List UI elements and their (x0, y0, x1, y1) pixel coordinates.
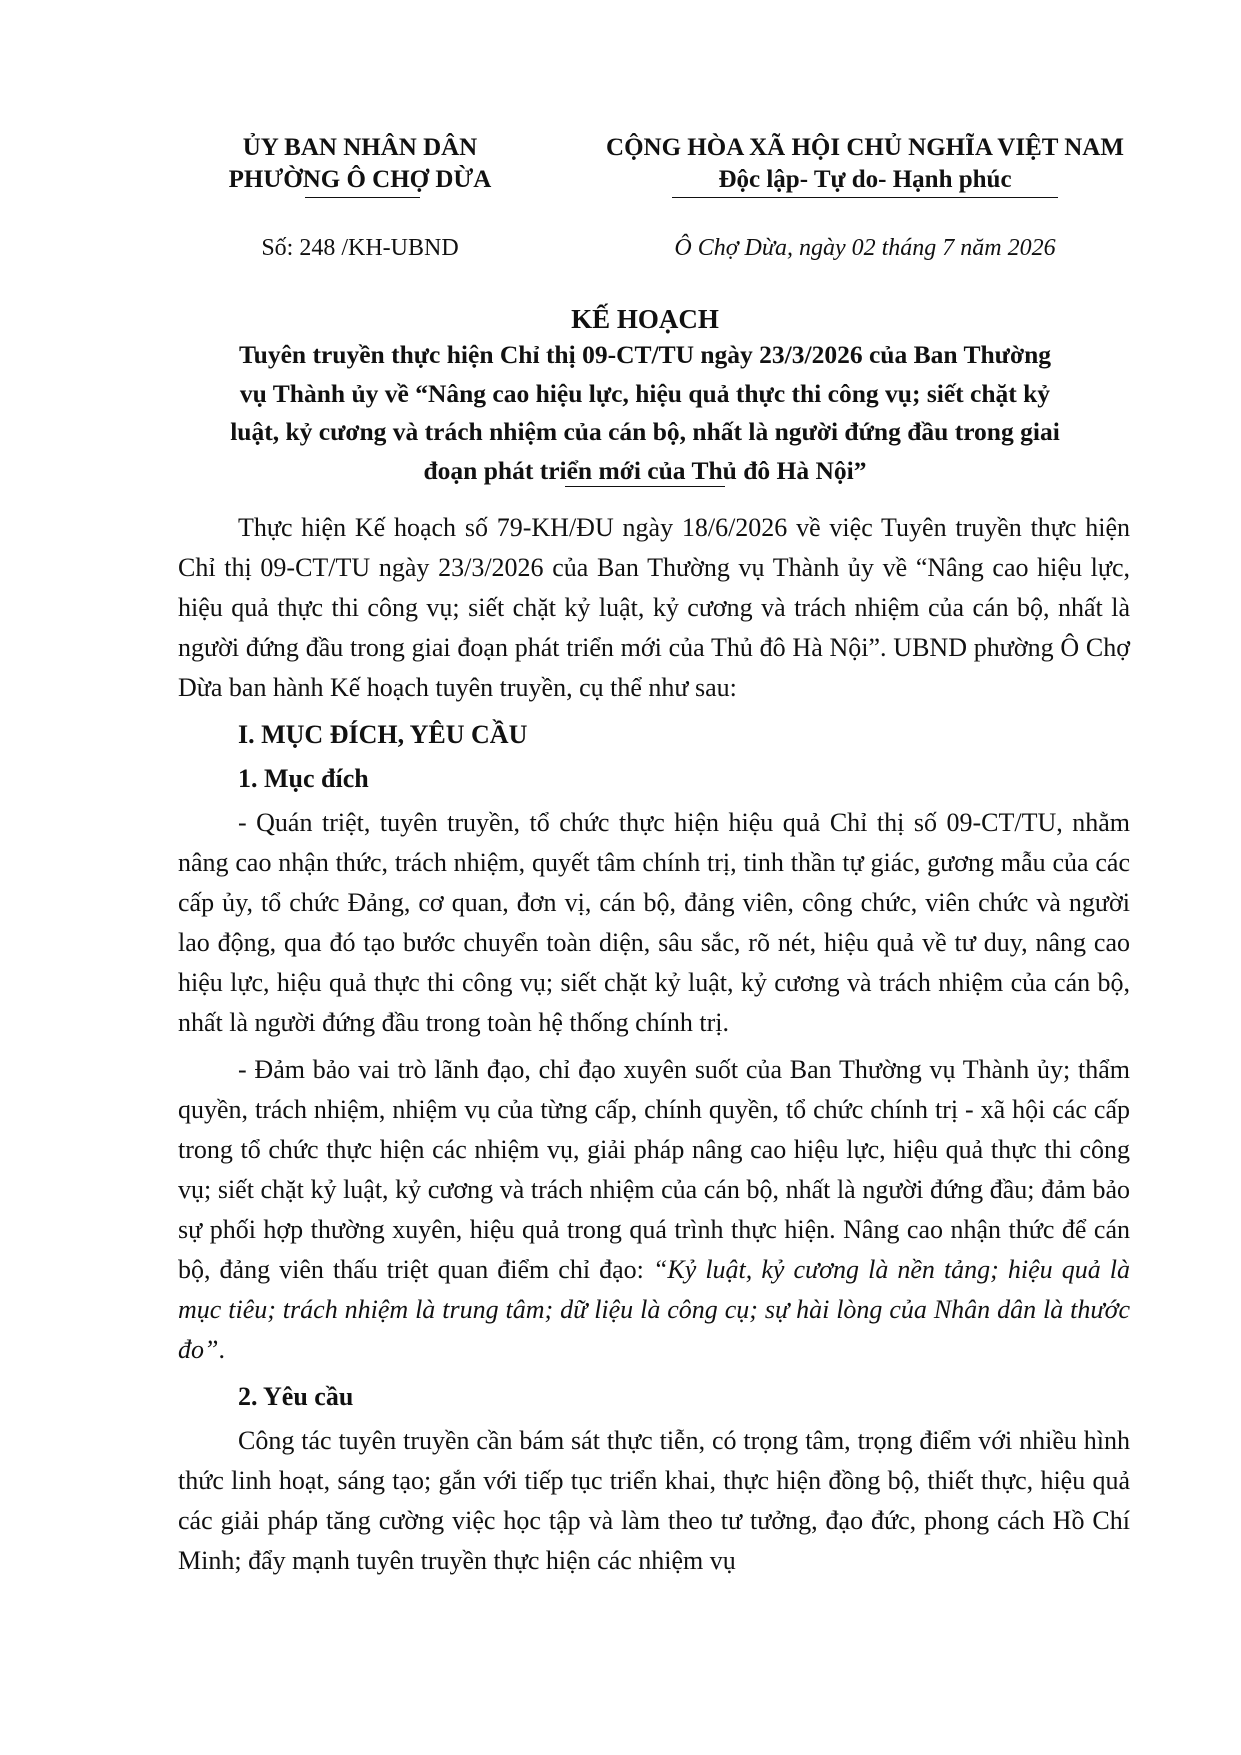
subsection-heading-purpose: 1. Mục đích (238, 764, 369, 793)
document-title: KẾ HOẠCH (571, 304, 719, 334)
place-date: Ô Chợ Dừa, ngày 02 tháng 7 năm 2026 (674, 235, 1056, 261)
subsection-heading-requirements: 2. Yêu cầu (238, 1382, 354, 1411)
purpose-paragraph-2-text: - Đảm bảo vai trò lãnh đạo, chỉ đạo xuyên suốt của Ban Thường vụ Thành ủy; thẩm quyền, trách nhiệm, nhiệm vụ của từng cấp, chính quyền, tổ chức chính trị - xã hội các cấp trong tổ chức thực hiện các nhiệm vụ, giải pháp nâng cao hiệu lực, hiệu quả thực thi công vụ; siết chặt kỷ luật, kỷ cương và trách nhiệm của cán bộ, nhất là người đứng đầu; đảm bảo sự phối hợp thường xuyên, hiệu quả trong quá trình thực hiện. Nâng cao nhận thức để cán bộ, đảng viên thấu triệt quan điểm chỉ đạo: (178, 1055, 1130, 1284)
purpose-paragraph-2 (178, 1050, 1130, 1370)
purpose-paragraph-2-end: . (218, 1335, 225, 1364)
purpose-paragraph-1: - Quán triệt, tuyên truyền, tổ chức thực hiện hiệu quả Chỉ thị số 09-CT/TU, nhằm nâng cao nhận thức, trách nhiệm, quyết tâm chính trị, tinh thần tự giác, gương mẫu của các cấp ủy, tổ chức Đảng, cơ quan, đơn vị, cán bộ, đảng viên, công chức, viên chức và người lao động, qua đó tạo bước chuyển toàn diện, sâu sắc, rõ nét, hiệu quả về tư duy, nâng cao hiệu lực, hiệu quả thực thi công vụ; siết chặt kỷ luật, kỷ cương và trách nhiệm của cán bộ, nhất là người đứng đầu trong toàn hệ thống chính trị. (178, 808, 1130, 1037)
issuing-authority (195, 132, 525, 196)
national-motto (575, 132, 1155, 196)
motto-underline (672, 197, 1058, 198)
guiding-quote: “Kỷ luật, kỷ cương là nền tảng; hiệu quả là mục tiêu; trách nhiệm là trung tâm; dữ liệu là công cụ; sự hài lòng của Nhân dân là thước đo” (178, 1255, 1130, 1364)
document-subtitle (170, 336, 1120, 490)
title-divider (565, 486, 725, 487)
nation-name: CỘNG HÒA XÃ HỘI CHỦ NGHĨA VIỆT NAM (606, 134, 1124, 161)
authority-line-1: ỦY BAN NHÂN DÂN (242, 134, 478, 161)
subtitle-line-4: đoạn phát triển mới của Thủ đô Hà Nội” (423, 455, 867, 485)
document-body (178, 508, 1130, 1588)
section-heading-1: I. MỤC ĐÍCH, YÊU CẦU (238, 720, 528, 749)
document-number: Số: 248 /KH-UBND (261, 235, 459, 261)
requirements-paragraph: Công tác tuyên truyền cần bám sát thực tiễn, có trọng tâm, trọng điểm với nhiều hình thức linh hoạt, sáng tạo; gắn với tiếp tục triển khai, thực hiện đồng bộ, thiết thực, hiệu quả các giải pháp tăng cường việc học tập và làm theo tư tưởng, đạo đức, phong cách Hồ Chí Minh; đẩy mạnh tuyên truyền thực hiện các nhiệm vụ (178, 1426, 1130, 1575)
subtitle-line-2: vụ Thành ủy về “Nâng cao hiệu lực, hiệu quả thực thi công vụ; siết chặt kỷ (239, 378, 1051, 408)
motto: Độc lập- Tự do- Hạnh phúc (718, 166, 1012, 193)
intro-paragraph: Thực hiện Kế hoạch số 79-KH/ĐU ngày 18/6/2026 về việc Tuyên truyền thực hiện Chỉ thị 09-CT/TU ngày 23/3/2026 của Ban Thường vụ Thành ủy về “Nâng cao hiệu lực, hiệu quả thực thi công vụ; siết chặt kỷ luật, kỷ cương và trách nhiệm của cán bộ, nhất là người đứng đầu trong giai đoạn phát triển mới của Thủ đô Hà Nội”. UBND phường Ô Chợ Dừa ban hành Kế hoạch tuyên truyền, cụ thể như sau: (178, 513, 1130, 702)
subtitle-line-1: Tuyên truyền thực hiện Chỉ thị 09-CT/TU ngày 23/3/2026 của Ban Thường (238, 340, 1051, 369)
authority-line-2: PHƯỜNG Ô CHỢ DỪA (228, 166, 492, 193)
subtitle-line-3: luật, kỷ cương và trách nhiệm của cán bộ, nhất là người đứng đầu trong giai (230, 417, 1060, 446)
authority-underline (305, 197, 420, 198)
